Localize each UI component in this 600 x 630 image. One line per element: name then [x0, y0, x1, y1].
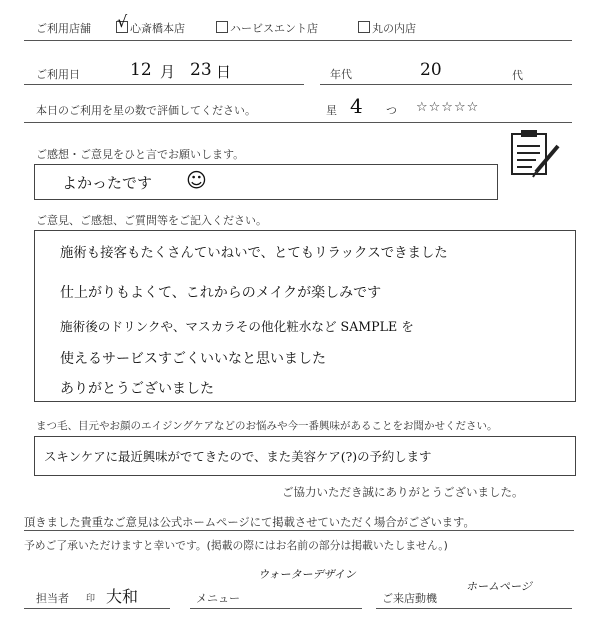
checkmark-icon: √ — [117, 12, 128, 31]
age-unit: 代 — [512, 69, 523, 82]
comment-line-1: 施術も接客もたくさんていねいで、とてもリラックスできました — [60, 246, 448, 261]
store-label: ご利用店舗 — [36, 22, 91, 35]
notice-line-1: 頂きました貴重なご意見は公式ホームページにて掲載させていただく場合がございます。 — [24, 516, 475, 529]
date-label: ご利用日 — [36, 68, 80, 81]
age-underline — [320, 84, 572, 85]
checkbox-marunouchi[interactable] — [358, 21, 370, 33]
motive-underline — [376, 608, 572, 609]
staff-seal-mark: 印 — [86, 594, 96, 604]
motive-label: ご来店動機 — [382, 592, 437, 605]
rating-value: 4 — [350, 94, 363, 118]
visit-month-unit: 月 — [160, 63, 176, 81]
aging-prompt: まつ毛、目元やお顔のエイジングケアなどのお悩みや今一番興味があることをお聞かせください。 — [36, 420, 498, 432]
rating-underline — [24, 122, 572, 123]
menu-underline — [190, 608, 362, 609]
visit-day: 23 — [190, 60, 212, 80]
impression-answer: よかったです — [62, 174, 153, 192]
staff-name: 大和 — [106, 587, 139, 606]
store-option-marunouchi[interactable] — [358, 20, 416, 36]
motive-value: ホームページ — [466, 580, 532, 593]
comment-line-5: ありがとうございました — [60, 381, 214, 397]
age-label: 年代 — [330, 68, 352, 81]
checkbox-herbis[interactable] — [216, 21, 228, 33]
store-option-marunouchi-label: 丸の内店 — [372, 22, 416, 35]
store-option-shinsaibashi-label: 心斎橋本店 — [130, 22, 185, 35]
store-option-herbis-label: ハービスエント店 — [230, 22, 318, 35]
menu-label: メニュー — [196, 592, 240, 605]
staff-underline — [24, 608, 170, 609]
age-value: 20 — [420, 60, 442, 80]
rating-unit: つ — [386, 104, 397, 117]
date-underline — [24, 84, 304, 85]
clipboard-icon — [506, 128, 562, 180]
notice-underline — [24, 530, 574, 531]
rating-stars: ☆☆☆☆☆ — [416, 100, 480, 115]
thanks-message: ご協力いただき誠にありがとうございました。 — [282, 485, 524, 499]
store-underline — [24, 40, 572, 41]
store-option-herbis[interactable] — [216, 20, 318, 36]
smiley-doodle: ☺ — [186, 168, 207, 192]
comment-line-2: 仕上がりもよくて、これからのメイクが楽しみです — [60, 285, 382, 301]
rating-prompt: 本日のご利用を星の数で評価してください。 — [36, 104, 256, 117]
menu-value: ウォーターデザイン — [258, 568, 356, 581]
impression-prompt: ご感想・ご意見をひと言でお願いします。 — [36, 148, 245, 161]
notice-line-2: 予めご了承いただけますと幸いです。(掲載の際にはお名前の部分は掲載いたしません。) — [24, 539, 448, 552]
comment-line-3: 施術後のドリンクや、マスカラその他化粧水など SAMPLE を — [60, 319, 414, 334]
visit-month: 12 — [130, 60, 152, 80]
rating-star-label: 星 — [326, 104, 337, 117]
comment-line-4: 使えるサービスすごくいいなと思いました — [60, 351, 326, 367]
staff-label: 担当者 — [36, 592, 69, 605]
comments-prompt: ご意見、ご感想、ご質問等をご記入ください。 — [36, 214, 267, 227]
visit-day-unit: 日 — [216, 63, 232, 81]
aging-answer: スキンケアに最近興味がでてきたので、また美容ケア(?)の予約します — [44, 449, 432, 464]
